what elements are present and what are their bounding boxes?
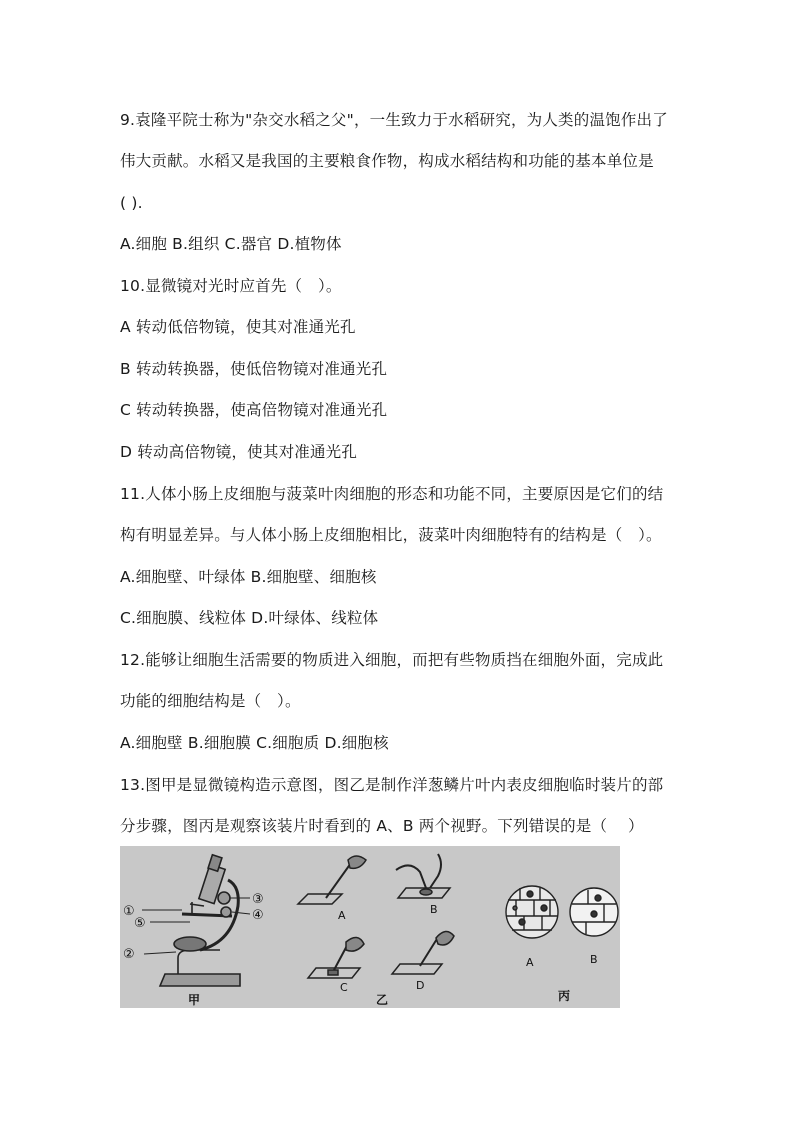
q10-option-c: C 转动转换器，使高倍物镜对准通光孔: [120, 401, 388, 419]
view-label-b: B: [590, 953, 598, 966]
q13-line-1: 13.图甲是显微镜构造示意图，图乙是制作洋葱鳞片叶内表皮细胞临时装片的部: [120, 776, 664, 794]
q13-figure-svg: [120, 846, 620, 1008]
q11-line-2: 构有明显差异。与人体小肠上皮细胞相比，菠菜叶肉细胞特有的结构是（ ）。: [120, 526, 662, 544]
marker-4: ④: [252, 908, 264, 923]
field-of-view-b: [570, 888, 618, 936]
q10-option-d: D 转动高倍物镜，使其对准通光孔: [120, 443, 358, 461]
caption-jia: 甲: [188, 993, 201, 1007]
step-label-b: B: [430, 903, 438, 916]
step-label-c: C: [340, 981, 348, 994]
step-label-d: D: [416, 979, 425, 992]
q12-options: A.细胞壁 B.细胞膜 C.细胞质 D.细胞核: [120, 734, 389, 752]
q11-line-1: 11.人体小肠上皮细胞与菠菜叶肉细胞的形态和功能不同，主要原因是它们的结: [120, 485, 664, 503]
q9-options: A.细胞 B.组织 C.器官 D.植物体: [120, 235, 342, 253]
q12-line-1: 12.能够让细胞生活需要的物质进入细胞，而把有些物质挡在细胞外面，完成此: [120, 651, 664, 669]
q10-option-a: A 转动低倍物镜，使其对准通光孔: [120, 318, 356, 336]
caption-bing: 丙: [558, 989, 571, 1003]
field-of-view-a: [506, 886, 558, 938]
caption-yi: 乙: [376, 993, 389, 1007]
q11-options-1: A.细胞壁、叶绿体 B.细胞壁、细胞核: [120, 568, 377, 586]
marker-3: ③: [252, 892, 264, 907]
step-label-a: A: [338, 909, 346, 922]
q10-option-b: B 转动转换器，使低倍物镜对准通光孔: [120, 360, 388, 378]
marker-5: ⑤: [134, 916, 146, 931]
view-label-a: A: [526, 956, 534, 969]
q9-line-2: 伟大贡献。水稻又是我国的主要粮食作物，构成水稻结构和功能的基本单位是: [120, 152, 654, 170]
q9-line-1: 9.袁隆平院士称为"杂交水稻之父"，一生致力于水稻研究，为人类的温饱作出了: [120, 111, 668, 129]
q13-figure: [120, 846, 620, 1008]
q10-stem: 10.显微镜对光时应首先（ ）。: [120, 277, 342, 295]
q12-line-2: 功能的细胞结构是（ ）。: [120, 692, 301, 710]
marker-2: ②: [123, 947, 135, 962]
q11-options-2: C.细胞膜、线粒体 D.叶绿体、线粒体: [120, 609, 379, 627]
q9-line-3: ( ).: [120, 194, 143, 212]
marker-1: ①: [123, 904, 135, 919]
q13-line-2: 分步骤，图丙是观察该装片时看到的 A、B 两个视野。下列错误的是（ ）: [120, 817, 644, 835]
